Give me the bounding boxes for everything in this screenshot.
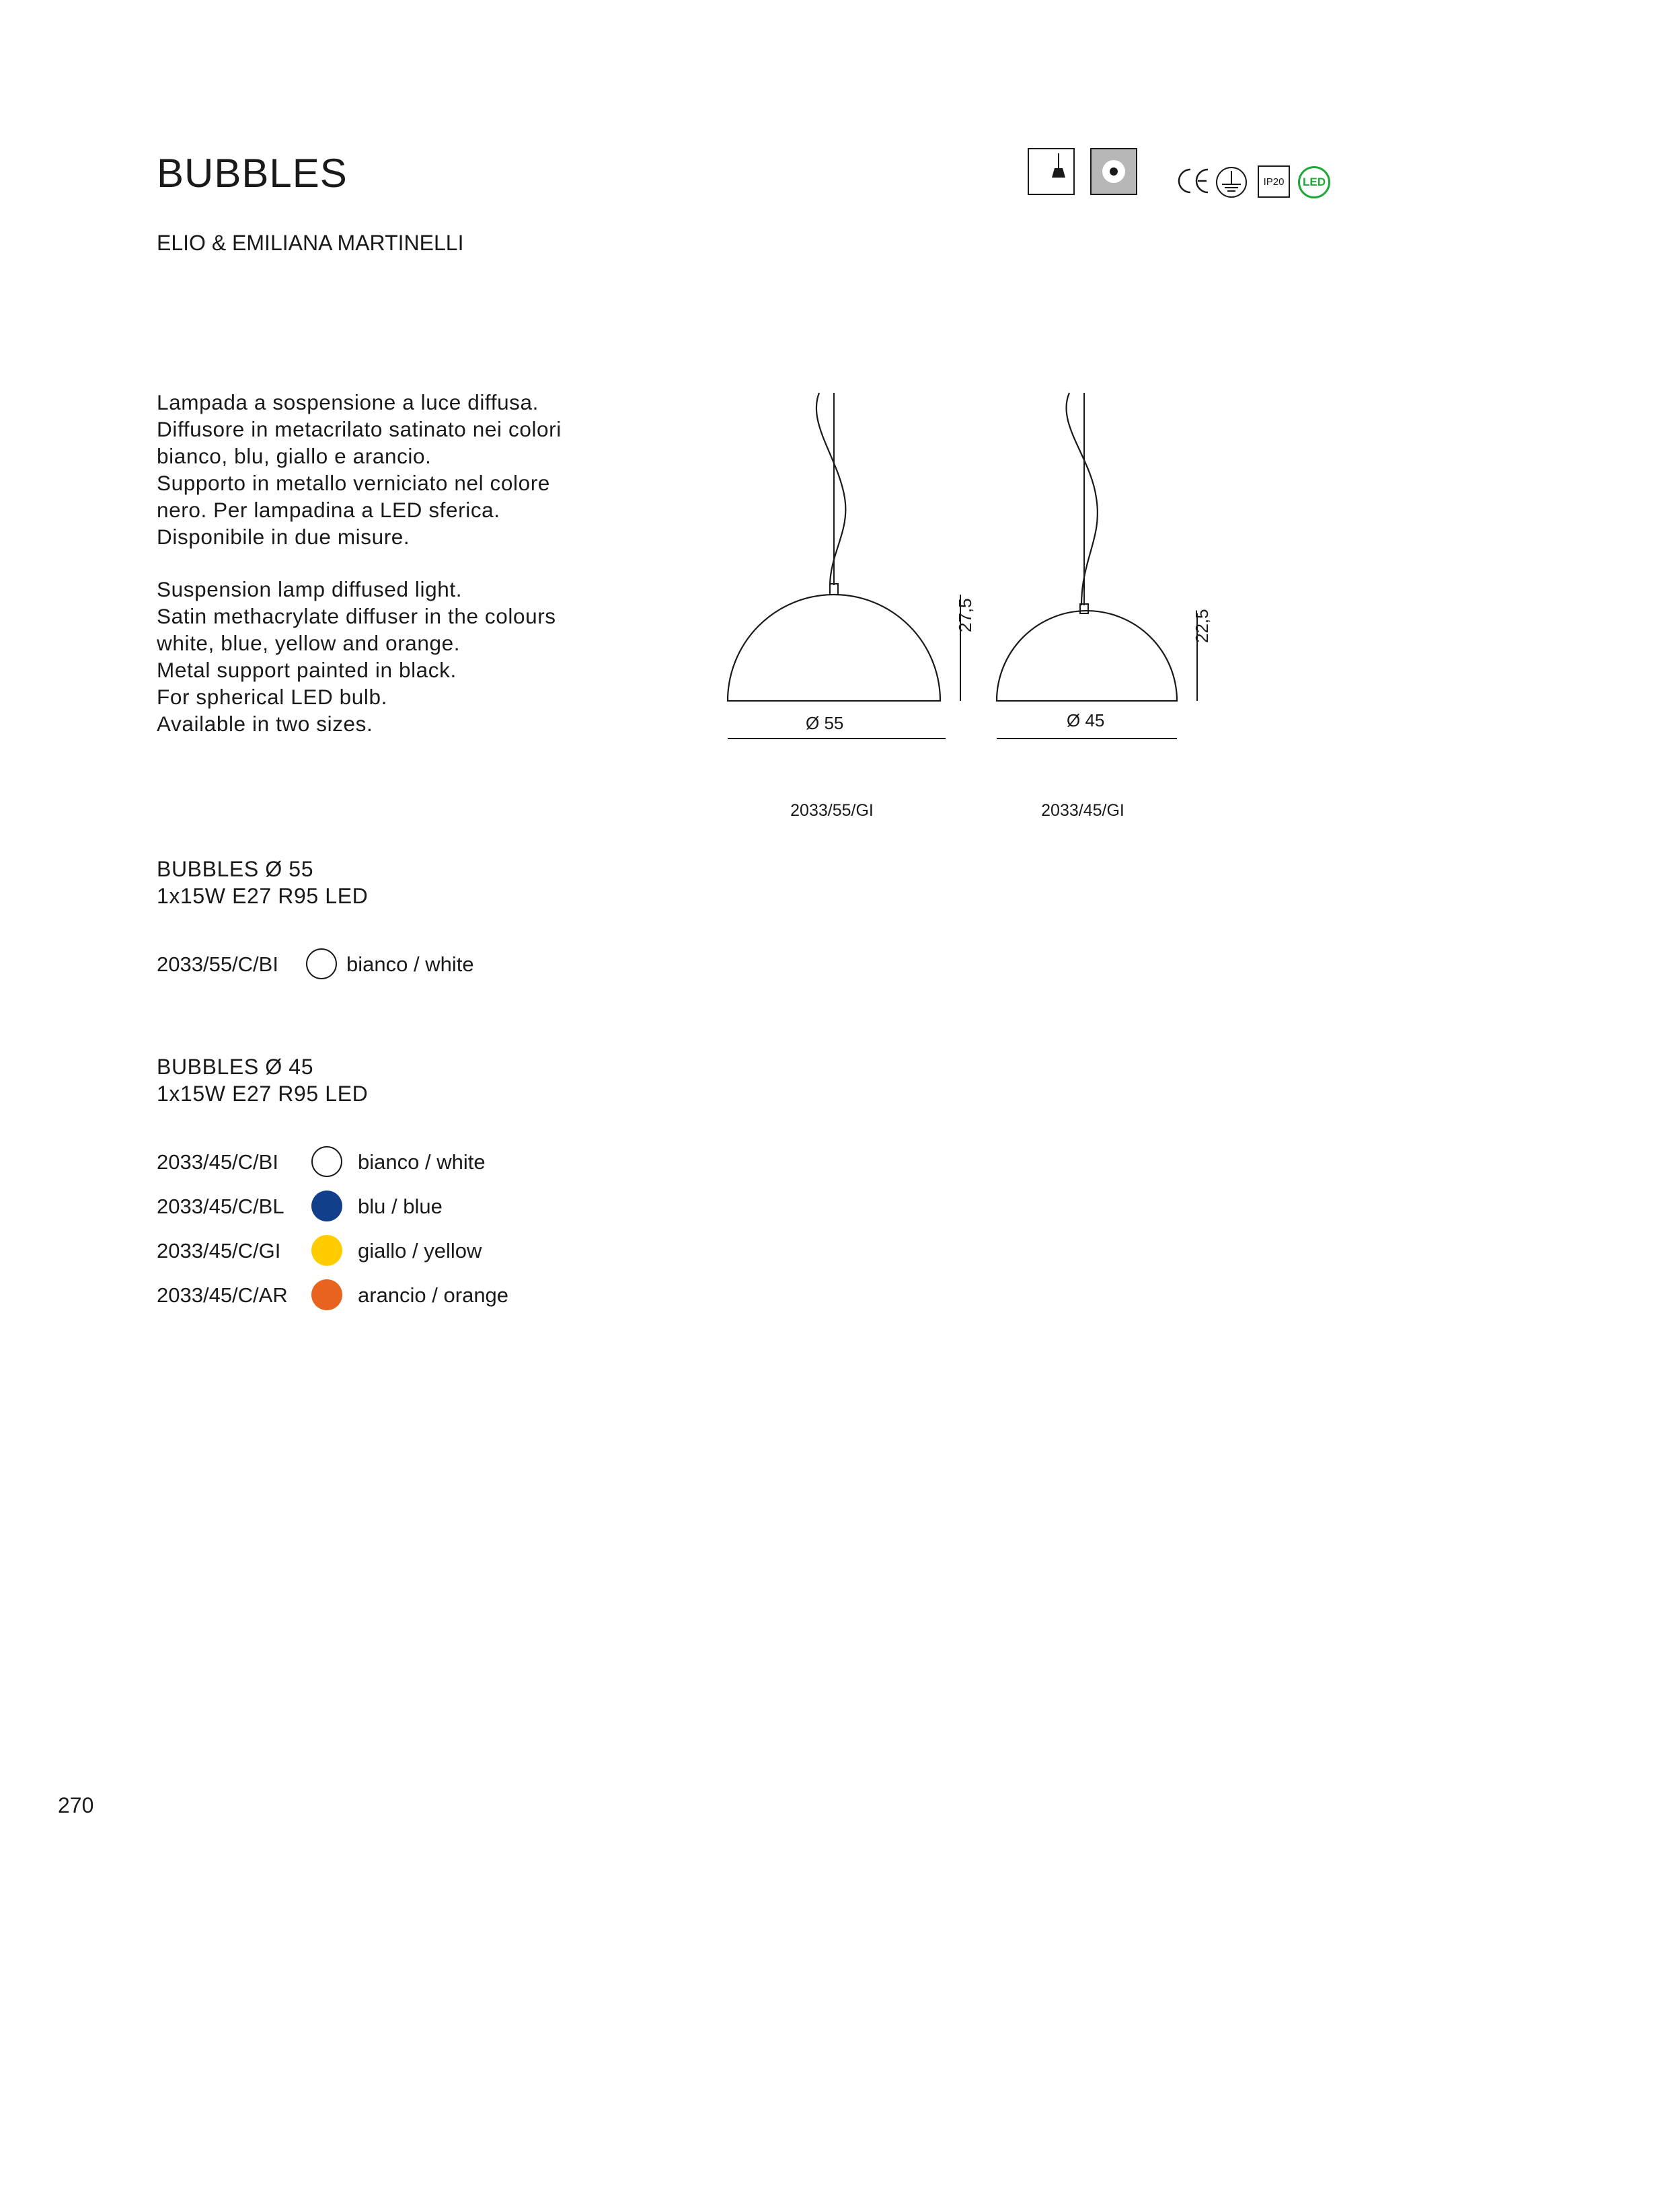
description-italian: Lampada a sospensione a luce diffusa. Diffusore in metacrilato satinato nei colori bianco, blu, giallo e arancio. Supporto in metallo verniciato nel colore nero. Per lampadina a LED sferica. Disponibile in due misure. bbox=[157, 390, 562, 549]
technical-drawings bbox=[706, 383, 1244, 760]
variant-color-name: arancio / orange bbox=[358, 1283, 509, 1307]
diameter-label-55: Ø 55 bbox=[806, 713, 844, 733]
page-number: 270 bbox=[58, 1793, 94, 1817]
led-label: LED bbox=[1303, 176, 1326, 188]
variant-code: 2033/45/C/GI bbox=[157, 1239, 281, 1262]
color-swatch-yellow bbox=[311, 1235, 342, 1266]
variant-color-name: blu / blue bbox=[358, 1195, 443, 1218]
product-heading-45: BUBBLES Ø 45 1x15W E27 R95 LED bbox=[157, 1055, 369, 1106]
diffused-light-icon bbox=[1090, 148, 1137, 195]
drawing-45 bbox=[997, 393, 1197, 739]
color-swatch-orange bbox=[311, 1279, 342, 1310]
product-heading-55: BUBBLES Ø 55 1x15W E27 R95 LED bbox=[157, 857, 369, 908]
variant-code: 2033/45/C/AR bbox=[157, 1283, 288, 1307]
description-english: Suspension lamp diffused light. Satin methacrylate diffuser in the colours white, blue, yellow and orange. Metal support painted in black. For spherical LED bulb. Available in two sizes. bbox=[157, 577, 556, 736]
diameter-label-45: Ø 45 bbox=[1067, 710, 1105, 730]
ground-class-icon bbox=[1215, 165, 1248, 199]
variant-code: 2033/45/C/BI bbox=[157, 1150, 278, 1174]
height-label-55: 27,5 bbox=[955, 598, 975, 632]
color-swatch-white bbox=[306, 948, 337, 979]
drawing-code-45: 2033/45/GI bbox=[1041, 801, 1124, 820]
variant-color-name: giallo / yellow bbox=[358, 1239, 482, 1262]
color-swatch-blue bbox=[311, 1191, 342, 1221]
suspension-type-icon bbox=[1028, 148, 1075, 195]
drawing-55 bbox=[728, 393, 960, 739]
designer-name: ELIO & EMILIANA MARTINELLI bbox=[157, 231, 464, 255]
ip20-rating-icon bbox=[1258, 165, 1290, 198]
page-title: BUBBLES bbox=[157, 151, 348, 196]
color-swatch-white bbox=[311, 1146, 342, 1177]
variant-color-name: bianco / white bbox=[346, 952, 474, 976]
led-icon bbox=[1298, 166, 1330, 198]
ce-mark-icon bbox=[1176, 165, 1211, 196]
variant-code: 2033/55/C/BI bbox=[157, 952, 278, 976]
variant-color-name: bianco / white bbox=[358, 1150, 486, 1174]
drawing-code-55: 2033/55/GI bbox=[790, 801, 874, 820]
ip20-label: IP20 bbox=[1263, 176, 1285, 188]
drawings-svg bbox=[706, 383, 1244, 760]
variant-code: 2033/45/C/BL bbox=[157, 1195, 284, 1218]
height-label-45: 22,5 bbox=[1192, 609, 1212, 643]
